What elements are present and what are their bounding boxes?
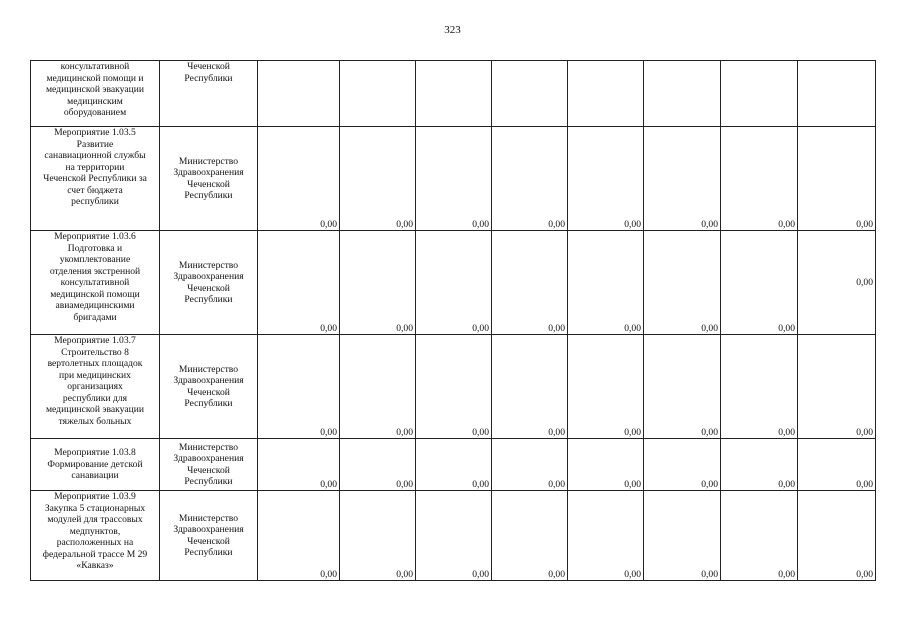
activity-name-line: «Кавказ»: [76, 560, 114, 571]
executor-cell: [160, 335, 258, 439]
amount-cell: 0,00: [721, 439, 798, 491]
executor-line: Чеченской: [187, 282, 230, 294]
activity-name-line: республики для: [62, 392, 128, 404]
amount-cell: 0,00: [721, 335, 798, 439]
amount-cell: 0,00: [644, 439, 721, 491]
page-number: 323: [444, 24, 461, 36]
amount-cell: [721, 61, 798, 127]
amount-cell: 0,00: [258, 491, 340, 581]
activity-name-line: медпунктов,: [69, 525, 121, 537]
activity-name-line: медицинской помощи: [50, 288, 140, 300]
executor-line: Республики: [184, 476, 233, 487]
amount-cell: [340, 61, 416, 127]
activity-name-line: бригадами: [73, 311, 117, 323]
amount-cell: 0,00: [721, 127, 798, 231]
amount-cell: 0,00: [798, 491, 876, 581]
executor-cell: [160, 61, 258, 127]
activity-name-cell: [31, 335, 160, 439]
executor-line: Здравоохранения: [173, 375, 244, 386]
amount-cell: 0,00: [644, 127, 721, 231]
amount-cell: 0,00: [568, 439, 644, 491]
table-row: [31, 61, 876, 127]
executor-line: Республики: [184, 190, 233, 201]
amount-cell: 0,00: [258, 231, 340, 335]
activity-name-cell: [31, 439, 160, 491]
amount-cell: 0,00: [416, 491, 492, 581]
amount-cell: 0,00: [416, 439, 492, 491]
amount-cell: 0,00: [258, 127, 340, 231]
executor-line: Чеченской: [187, 61, 230, 72]
activity-name-line: медицинской эвакуации: [45, 84, 145, 95]
amount-cell: 0,00: [492, 439, 568, 491]
amount-cell: 0,00: [492, 491, 568, 581]
activity-name-line: медицинским: [67, 95, 123, 107]
amount-cell: 0,00: [644, 335, 721, 439]
executor-line: Здравоохранения: [173, 524, 244, 535]
activity-name-line: Мероприятие 1.03.5: [54, 127, 136, 138]
amount-cell: 0,00: [340, 231, 416, 335]
amount-cell: [416, 61, 492, 127]
executor-cell: [160, 491, 258, 581]
amount-cell: 0,00: [644, 231, 721, 335]
table-row: [31, 127, 876, 231]
activity-name-line: республики: [71, 196, 119, 207]
activity-name-line: Мероприятие 1.03.8: [54, 447, 136, 459]
activity-name-line: на территории: [65, 161, 125, 173]
table-row: [31, 231, 876, 335]
amount-cell: 0,00: [492, 231, 568, 335]
executor-line: Республики: [184, 398, 233, 409]
activity-name-line: авиамедицинскими: [55, 300, 135, 311]
activity-name-line: Мероприятие 1.03.6: [54, 231, 136, 242]
amount-cell: 0,00: [568, 491, 644, 581]
activity-name-line: счет бюджета: [67, 184, 123, 196]
activity-name-line: медицинской эвакуации: [45, 404, 145, 415]
executor-line: Здравоохранения: [173, 271, 244, 282]
table-body: [31, 61, 876, 581]
executor-line: Республики: [184, 547, 233, 558]
amount-cell: 0,00: [798, 231, 876, 335]
amount-cell: 0,00: [258, 439, 340, 491]
activity-name-line: Строительство 8: [61, 346, 129, 358]
executor-line: Здравоохранения: [173, 167, 244, 178]
amount-cell: 0,00: [721, 231, 798, 335]
amount-cell: 0,00: [798, 439, 876, 491]
activity-name-line: расположенных на: [56, 537, 134, 548]
amount-cell: 0,00: [492, 127, 568, 231]
executor-cell: [160, 439, 258, 491]
amount-cell: 0,00: [798, 127, 876, 231]
activity-name-line: укомплектование: [59, 254, 131, 265]
executor-line: Чеченской: [187, 535, 230, 547]
activity-name-line: консультативной: [60, 277, 130, 288]
table-row: [31, 335, 876, 439]
amount-cell: 0,00: [416, 127, 492, 231]
amount-cell: 0,00: [798, 335, 876, 439]
activity-name-line: Развитие: [76, 138, 114, 150]
executor-cell: [160, 127, 258, 231]
amount-cell: [644, 61, 721, 127]
activity-name-line: при медицинских: [59, 369, 131, 381]
activity-name-cell: [31, 231, 160, 335]
table-row: [31, 491, 876, 581]
executor-line: Чеченской: [187, 178, 230, 190]
amount-cell: [258, 61, 340, 127]
amount-cell: 0,00: [340, 439, 416, 491]
activity-name-line: медицинской помощи и: [46, 72, 144, 84]
amount-cell: 0,00: [416, 335, 492, 439]
activity-name-line: Формирование детской: [47, 458, 143, 470]
executor-line: Чеченской: [187, 386, 230, 398]
table-row: [31, 439, 876, 491]
activity-name-line: санавиации: [71, 470, 119, 482]
executor-line: Министерство: [178, 259, 239, 271]
activity-name-line: отделения экстренной: [49, 265, 141, 277]
amount-cell: 0,00: [340, 491, 416, 581]
activity-name-cell: [31, 61, 160, 127]
budget-table: [30, 60, 876, 581]
amount-cell: 0,00: [340, 127, 416, 231]
activity-name-line: консультативной: [60, 61, 130, 72]
activity-name-cell: [31, 127, 160, 231]
amount-cell: 0,00: [721, 491, 798, 581]
activity-name-line: Мероприятие 1.03.9: [54, 491, 136, 502]
executor-line: Министерство: [178, 363, 239, 375]
amount-cell: [798, 61, 876, 127]
activity-name-line: Подготовка и: [67, 242, 123, 254]
activity-name-line: Закупка 5 стационарных: [44, 502, 146, 514]
executor-line: Здравоохранения: [173, 453, 244, 464]
amount-cell: [492, 61, 568, 127]
activity-name-line: тяжелых больных: [58, 415, 132, 427]
executor-line: Чеченской: [187, 464, 230, 476]
activity-name-line: Мероприятие 1.03.7: [54, 335, 136, 346]
amount-cell: 0,00: [258, 335, 340, 439]
activity-name-line: Чеченской Республики за: [43, 173, 147, 184]
activity-name-line: организациях: [67, 381, 123, 392]
amount-cell: 0,00: [644, 491, 721, 581]
activity-name-line: оборудованием: [63, 107, 127, 118]
executor-cell: [160, 231, 258, 335]
activity-name-line: модулей для трассовых: [47, 514, 143, 525]
activity-name-cell: [31, 491, 160, 581]
executor-line: Министерство: [178, 155, 239, 167]
amount-cell: 0,00: [568, 335, 644, 439]
activity-name-line: вертолетных площадок: [47, 358, 143, 369]
executor-line: Республики: [184, 294, 233, 305]
amount-cell: 0,00: [568, 127, 644, 231]
executor-line: Министерство: [178, 441, 239, 453]
executor-line: Министерство: [178, 512, 239, 524]
activity-name-line: федеральной трассе М 29: [42, 548, 148, 560]
amount-cell: 0,00: [340, 335, 416, 439]
amount-cell: 0,00: [416, 231, 492, 335]
amount-cell: [568, 61, 644, 127]
amount-cell: 0,00: [492, 335, 568, 439]
amount-cell: 0,00: [568, 231, 644, 335]
activity-name-line: санавиационной службы: [44, 150, 146, 161]
executor-line: Республики: [184, 72, 233, 84]
